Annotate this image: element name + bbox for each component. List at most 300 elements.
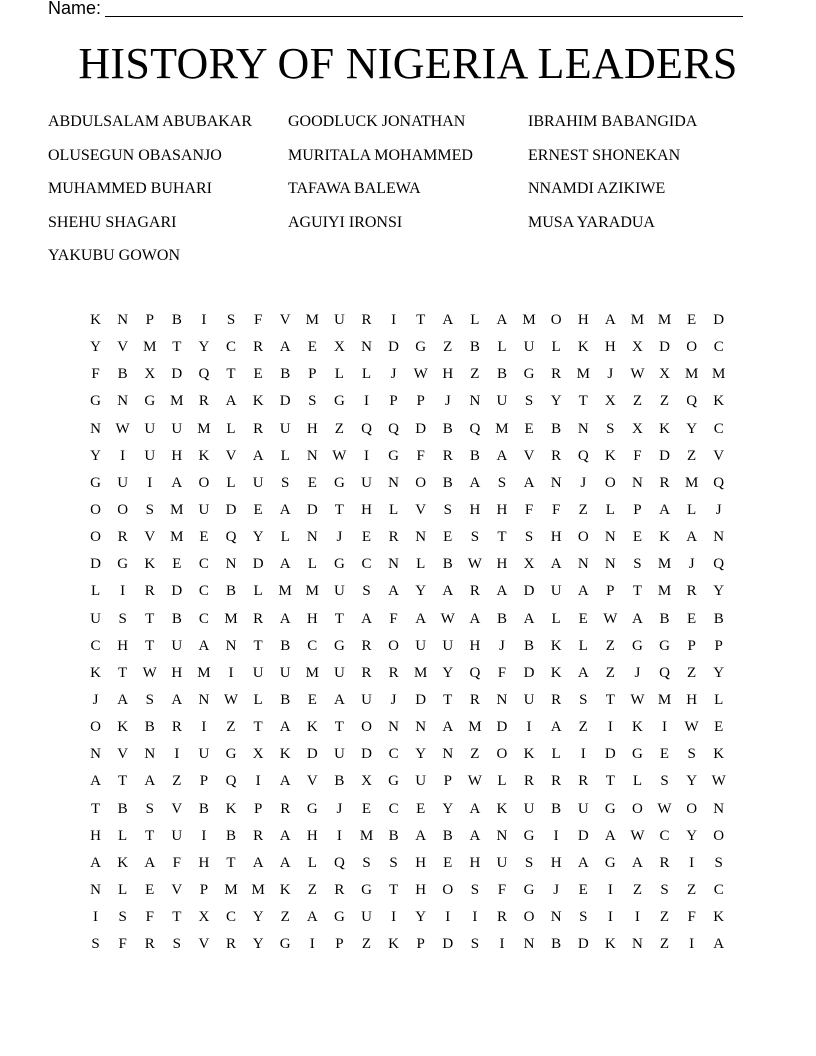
grid-letter[interactable]: N: [577, 420, 589, 437]
grid-letter[interactable]: D: [361, 746, 372, 763]
grid-letter[interactable]: K: [90, 664, 101, 681]
grid-letter[interactable]: T: [145, 610, 155, 627]
grid-letter[interactable]: L: [280, 447, 290, 464]
grid-letter[interactable]: Q: [388, 420, 399, 437]
grid-letter[interactable]: A: [469, 474, 481, 491]
grid-letter[interactable]: L: [226, 420, 236, 437]
grid-letter[interactable]: Q: [333, 854, 345, 871]
grid-letter[interactable]: R: [361, 312, 372, 328]
grid-letter[interactable]: G: [523, 881, 535, 898]
grid-letter[interactable]: C: [226, 909, 237, 926]
grid-letter[interactable]: O: [361, 719, 372, 736]
grid-letter[interactable]: Z: [659, 936, 670, 953]
grid-letter[interactable]: U: [333, 312, 345, 328]
grid-letter[interactable]: G: [604, 854, 616, 871]
grid-letter[interactable]: F: [118, 936, 127, 953]
grid-letter[interactable]: M: [224, 610, 238, 627]
grid-letter[interactable]: M: [305, 312, 319, 328]
grid-letter[interactable]: W: [142, 664, 157, 681]
grid-letter[interactable]: L: [307, 854, 317, 871]
grid-letter[interactable]: S: [524, 529, 534, 546]
grid-letter[interactable]: N: [198, 691, 210, 708]
grid-letter[interactable]: J: [607, 366, 614, 383]
grid-letter[interactable]: U: [279, 664, 291, 681]
grid-letter[interactable]: A: [90, 854, 101, 871]
grid-letter[interactable]: V: [225, 447, 237, 464]
grid-letter[interactable]: Q: [469, 420, 481, 437]
grid-letter[interactable]: G: [279, 936, 291, 953]
grid-letter[interactable]: G: [144, 393, 156, 410]
grid-letter[interactable]: M: [414, 664, 428, 681]
grid-letter[interactable]: I: [228, 664, 234, 681]
grid-letter[interactable]: L: [416, 556, 426, 573]
grid-letter[interactable]: U: [171, 420, 183, 437]
grid-letter[interactable]: N: [90, 746, 101, 763]
grid-letter[interactable]: S: [118, 909, 127, 926]
grid-letter[interactable]: A: [144, 773, 156, 790]
grid-letter[interactable]: K: [659, 420, 670, 437]
grid-letter[interactable]: O: [90, 501, 101, 518]
grid-letter[interactable]: E: [361, 800, 372, 817]
grid-letter[interactable]: G: [90, 393, 101, 410]
grid-letter[interactable]: R: [144, 583, 155, 600]
grid-letter[interactable]: M: [657, 556, 672, 573]
grid-letter[interactable]: R: [280, 800, 291, 817]
grid-letter[interactable]: M: [657, 691, 672, 708]
grid-letter[interactable]: U: [361, 691, 372, 708]
grid-letter[interactable]: X: [523, 556, 535, 573]
grid-letter[interactable]: G: [523, 827, 535, 844]
grid-letter[interactable]: Z: [659, 393, 670, 410]
grid-letter[interactable]: L: [497, 339, 507, 356]
grid-letter[interactable]: I: [689, 854, 695, 871]
grid-letter[interactable]: B: [496, 610, 507, 627]
grid-letter[interactable]: D: [388, 339, 399, 356]
grid-letter[interactable]: Y: [90, 339, 101, 356]
grid-letter[interactable]: X: [659, 366, 670, 383]
grid-letter[interactable]: C: [388, 800, 399, 817]
grid-letter[interactable]: A: [171, 474, 183, 491]
grid-letter[interactable]: D: [577, 827, 589, 844]
grid-letter[interactable]: E: [714, 719, 724, 736]
grid-letter[interactable]: T: [90, 800, 101, 817]
grid-letter[interactable]: K: [632, 719, 643, 736]
grid-letter[interactable]: D: [659, 447, 670, 464]
grid-letter[interactable]: F: [389, 610, 398, 627]
grid-letter[interactable]: P: [389, 393, 398, 410]
grid-letter[interactable]: O: [90, 719, 101, 736]
grid-letter[interactable]: D: [279, 393, 291, 410]
grid-letter[interactable]: E: [307, 474, 317, 491]
grid-letter[interactable]: E: [199, 529, 209, 546]
grid-letter[interactable]: B: [280, 691, 291, 708]
grid-letter[interactable]: Y: [713, 583, 725, 600]
grid-letter[interactable]: G: [632, 637, 643, 654]
grid-letter[interactable]: L: [714, 691, 724, 708]
grid-letter[interactable]: T: [172, 339, 182, 356]
grid-letter[interactable]: A: [279, 773, 291, 790]
grid-letter[interactable]: S: [660, 881, 669, 898]
grid-letter[interactable]: A: [577, 583, 589, 600]
grid-letter[interactable]: X: [632, 420, 643, 437]
grid-letter[interactable]: Z: [687, 881, 697, 898]
grid-letter[interactable]: F: [91, 366, 100, 383]
grid-letter[interactable]: W: [630, 366, 645, 383]
grid-letter[interactable]: M: [495, 420, 509, 437]
grid-letter[interactable]: S: [497, 474, 507, 491]
grid-letter[interactable]: U: [90, 610, 101, 627]
grid-letter[interactable]: N: [306, 529, 318, 546]
grid-letter[interactable]: W: [467, 773, 482, 790]
grid-letter[interactable]: A: [604, 312, 616, 328]
grid-letter[interactable]: J: [634, 664, 641, 681]
grid-letter[interactable]: M: [522, 312, 536, 328]
grid-letter[interactable]: H: [442, 366, 454, 383]
grid-letter[interactable]: Z: [280, 909, 290, 926]
grid-letter[interactable]: M: [576, 366, 590, 383]
grid-letter[interactable]: T: [145, 827, 155, 844]
grid-letter[interactable]: R: [226, 936, 237, 953]
grid-letter[interactable]: T: [145, 637, 155, 654]
grid-letter[interactable]: H: [496, 556, 508, 573]
grid-letter[interactable]: X: [252, 746, 264, 763]
grid-letter[interactable]: P: [199, 773, 209, 790]
grid-letter[interactable]: A: [279, 339, 291, 356]
grid-letter[interactable]: H: [415, 881, 427, 898]
grid-letter[interactable]: M: [224, 881, 238, 898]
grid-letter[interactable]: L: [632, 773, 642, 790]
grid-letter[interactable]: K: [225, 800, 237, 817]
grid-letter[interactable]: T: [226, 366, 236, 383]
grid-letter[interactable]: W: [332, 447, 347, 464]
grid-letter[interactable]: C: [659, 827, 670, 844]
grid-letter[interactable]: G: [117, 556, 129, 573]
grid-letter[interactable]: A: [442, 719, 454, 736]
grid-letter[interactable]: K: [523, 746, 535, 763]
grid-letter[interactable]: I: [120, 447, 126, 464]
grid-letter[interactable]: O: [388, 637, 399, 654]
grid-letter[interactable]: H: [469, 854, 481, 871]
grid-letter[interactable]: X: [198, 909, 210, 926]
grid-letter[interactable]: B: [659, 610, 670, 627]
grid-letter[interactable]: H: [306, 827, 318, 844]
grid-letter[interactable]: S: [660, 773, 669, 790]
grid-letter[interactable]: C: [198, 583, 209, 600]
grid-letter[interactable]: U: [577, 800, 589, 817]
grid-letter[interactable]: T: [497, 529, 507, 546]
grid-letter[interactable]: A: [279, 827, 291, 844]
grid-letter[interactable]: N: [632, 474, 643, 491]
grid-letter[interactable]: Y: [252, 936, 264, 953]
grid-letter[interactable]: A: [604, 827, 616, 844]
grid-letter[interactable]: Q: [713, 474, 725, 491]
grid-letter[interactable]: A: [577, 854, 589, 871]
grid-letter[interactable]: L: [687, 501, 697, 518]
grid-letter[interactable]: S: [579, 909, 588, 926]
grid-letter[interactable]: E: [578, 610, 588, 627]
grid-letter[interactable]: C: [226, 339, 237, 356]
grid-letter[interactable]: A: [496, 447, 508, 464]
grid-letter[interactable]: B: [226, 827, 237, 844]
grid-letter[interactable]: I: [391, 312, 397, 328]
grid-letter[interactable]: D: [523, 583, 535, 600]
grid-letter[interactable]: R: [253, 827, 264, 844]
grid-letter[interactable]: F: [524, 501, 534, 518]
grid-letter[interactable]: J: [580, 474, 587, 491]
grid-letter[interactable]: L: [497, 773, 507, 790]
grid-letter[interactable]: A: [632, 854, 643, 871]
grid-letter[interactable]: Q: [469, 664, 481, 681]
grid-letter[interactable]: S: [470, 881, 480, 898]
grid-letter[interactable]: N: [90, 420, 101, 437]
grid-letter[interactable]: E: [524, 420, 534, 437]
grid-letter[interactable]: N: [577, 556, 589, 573]
grid-letter[interactable]: Q: [225, 773, 237, 790]
grid-letter[interactable]: U: [333, 583, 345, 600]
grid-letter[interactable]: O: [577, 529, 589, 546]
grid-letter[interactable]: A: [117, 691, 129, 708]
grid-letter[interactable]: I: [607, 909, 613, 926]
grid-letter[interactable]: N: [388, 474, 399, 491]
grid-letter[interactable]: T: [172, 909, 182, 926]
grid-letter[interactable]: R: [551, 447, 562, 464]
grid-letter[interactable]: T: [416, 312, 426, 328]
grid-letter[interactable]: M: [197, 664, 211, 681]
grid-letter[interactable]: S: [145, 800, 154, 817]
grid-letter[interactable]: B: [144, 719, 155, 736]
grid-letter[interactable]: V: [171, 881, 183, 898]
grid-letter[interactable]: A: [279, 556, 291, 573]
grid-letter[interactable]: Z: [687, 447, 697, 464]
grid-letter[interactable]: R: [253, 420, 264, 437]
grid-letter[interactable]: L: [280, 529, 290, 546]
grid-letter[interactable]: U: [171, 637, 183, 654]
grid-letter[interactable]: L: [470, 312, 480, 328]
grid-letter[interactable]: L: [578, 637, 588, 654]
grid-letter[interactable]: J: [336, 800, 343, 817]
grid-letter[interactable]: I: [201, 827, 207, 844]
grid-letter[interactable]: P: [714, 637, 723, 654]
grid-letter[interactable]: N: [523, 936, 535, 953]
grid-letter[interactable]: I: [526, 719, 532, 736]
grid-letter[interactable]: Z: [632, 393, 642, 410]
grid-letter[interactable]: R: [469, 583, 480, 600]
grid-letter[interactable]: H: [306, 420, 318, 437]
name-underline[interactable]: [105, 0, 743, 17]
grid-letter[interactable]: L: [334, 366, 344, 383]
grid-letter[interactable]: E: [443, 854, 453, 871]
grid-letter[interactable]: X: [361, 773, 372, 790]
grid-letter[interactable]: G: [632, 746, 643, 763]
grid-letter[interactable]: K: [117, 719, 129, 736]
grid-letter[interactable]: Z: [659, 909, 670, 926]
grid-letter[interactable]: I: [607, 719, 613, 736]
grid-letter[interactable]: I: [553, 827, 559, 844]
grid-letter[interactable]: T: [334, 719, 344, 736]
grid-letter[interactable]: Y: [442, 800, 454, 817]
grid-letter[interactable]: S: [443, 501, 452, 518]
grid-letter[interactable]: V: [523, 447, 535, 464]
grid-letter[interactable]: S: [579, 691, 588, 708]
grid-letter[interactable]: N: [388, 556, 399, 573]
grid-letter[interactable]: Z: [470, 366, 480, 383]
grid-letter[interactable]: L: [605, 501, 615, 518]
grid-letter[interactable]: S: [714, 854, 723, 871]
grid-letter[interactable]: J: [553, 881, 560, 898]
grid-letter[interactable]: H: [90, 827, 101, 844]
grid-letter[interactable]: H: [415, 854, 427, 871]
grid-letter[interactable]: M: [170, 393, 184, 410]
grid-letter[interactable]: S: [524, 854, 534, 871]
grid-letter[interactable]: E: [253, 366, 263, 383]
grid-letter[interactable]: Q: [686, 393, 698, 410]
grid-letter[interactable]: K: [713, 393, 725, 410]
grid-letter[interactable]: N: [713, 800, 725, 817]
grid-letter[interactable]: R: [442, 447, 453, 464]
grid-letter[interactable]: F: [497, 664, 507, 681]
grid-letter[interactable]: Q: [361, 420, 372, 437]
grid-letter[interactable]: R: [253, 610, 264, 627]
grid-letter[interactable]: T: [632, 583, 642, 600]
grid-letter[interactable]: Y: [686, 420, 698, 437]
grid-letter[interactable]: G: [333, 556, 345, 573]
grid-letter[interactable]: A: [361, 610, 372, 627]
grid-letter[interactable]: X: [333, 339, 345, 356]
grid-letter[interactable]: G: [333, 393, 345, 410]
grid-letter[interactable]: M: [278, 583, 292, 600]
grid-letter[interactable]: P: [416, 936, 425, 953]
grid-letter[interactable]: O: [713, 827, 725, 844]
grid-letter[interactable]: A: [252, 854, 264, 871]
grid-letter[interactable]: L: [307, 556, 317, 573]
grid-letter[interactable]: O: [550, 312, 562, 328]
grid-letter[interactable]: D: [90, 556, 101, 573]
grid-letter[interactable]: K: [252, 393, 264, 410]
grid-letter[interactable]: W: [440, 610, 455, 627]
grid-letter[interactable]: M: [684, 474, 699, 491]
grid-letter[interactable]: U: [144, 420, 156, 437]
grid-letter[interactable]: F: [551, 501, 561, 518]
grid-letter[interactable]: P: [145, 312, 154, 328]
grid-letter[interactable]: O: [90, 529, 101, 546]
grid-letter[interactable]: T: [578, 393, 588, 410]
grid-letter[interactable]: Y: [252, 529, 264, 546]
grid-letter[interactable]: G: [225, 746, 237, 763]
grid-letter[interactable]: Z: [443, 339, 453, 356]
grid-letter[interactable]: E: [307, 339, 317, 356]
grid-letter[interactable]: G: [333, 474, 345, 491]
grid-letter[interactable]: X: [604, 393, 616, 410]
grid-letter[interactable]: Z: [687, 664, 697, 681]
grid-letter[interactable]: H: [171, 664, 183, 681]
grid-letter[interactable]: F: [687, 909, 696, 926]
grid-letter[interactable]: Y: [713, 664, 725, 681]
grid-letter[interactable]: G: [361, 881, 372, 898]
grid-letter[interactable]: E: [687, 312, 697, 328]
grid-letter[interactable]: T: [443, 691, 453, 708]
grid-letter[interactable]: Y: [198, 339, 210, 356]
grid-letter[interactable]: D: [604, 746, 616, 763]
grid-letter[interactable]: S: [145, 501, 154, 518]
grid-letter[interactable]: M: [143, 339, 157, 356]
grid-letter[interactable]: K: [577, 339, 589, 356]
grid-letter[interactable]: A: [252, 447, 264, 464]
grid-letter[interactable]: H: [469, 501, 481, 518]
grid-letter[interactable]: N: [442, 746, 454, 763]
grid-letter[interactable]: V: [415, 501, 427, 518]
grid-letter[interactable]: D: [523, 664, 535, 681]
grid-letter[interactable]: R: [659, 474, 670, 491]
grid-letter[interactable]: G: [415, 339, 427, 356]
grid-letter[interactable]: H: [198, 854, 210, 871]
grid-letter[interactable]: V: [306, 773, 318, 790]
grid-letter[interactable]: L: [551, 746, 561, 763]
grid-letter[interactable]: R: [551, 773, 562, 790]
grid-letter[interactable]: D: [442, 936, 454, 953]
grid-letter[interactable]: D: [306, 746, 318, 763]
grid-letter[interactable]: A: [659, 501, 670, 518]
grid-letter[interactable]: N: [469, 393, 481, 410]
grid-letter[interactable]: P: [199, 881, 209, 898]
grid-letter[interactable]: Y: [442, 664, 454, 681]
grid-letter[interactable]: J: [688, 556, 695, 573]
grid-letter[interactable]: R: [578, 773, 589, 790]
grid-letter[interactable]: K: [306, 719, 318, 736]
grid-letter[interactable]: A: [388, 583, 399, 600]
grid-letter[interactable]: P: [308, 366, 317, 383]
grid-letter[interactable]: O: [632, 800, 643, 817]
grid-letter[interactable]: R: [144, 936, 155, 953]
grid-letter[interactable]: L: [118, 881, 128, 898]
grid-letter[interactable]: H: [306, 610, 318, 627]
grid-letter[interactable]: S: [362, 854, 371, 871]
grid-letter[interactable]: W: [413, 366, 428, 383]
grid-letter[interactable]: B: [334, 773, 345, 790]
grid-letter[interactable]: C: [198, 556, 209, 573]
grid-letter[interactable]: B: [713, 610, 724, 627]
grid-letter[interactable]: D: [577, 936, 589, 953]
grid-letter[interactable]: V: [117, 746, 129, 763]
grid-letter[interactable]: W: [115, 420, 130, 437]
grid-letter[interactable]: D: [252, 556, 264, 573]
grid-letter[interactable]: I: [363, 447, 369, 464]
grid-letter[interactable]: S: [145, 691, 154, 708]
grid-letter[interactable]: K: [388, 936, 399, 953]
grid-letter[interactable]: D: [415, 420, 427, 437]
grid-letter[interactable]: K: [550, 664, 562, 681]
grid-letter[interactable]: N: [117, 393, 129, 410]
grid-letter[interactable]: H: [469, 637, 481, 654]
grid-letter[interactable]: A: [550, 719, 562, 736]
grid-letter[interactable]: O: [117, 501, 129, 518]
grid-letter[interactable]: J: [390, 366, 397, 383]
grid-letter[interactable]: D: [659, 339, 670, 356]
grid-letter[interactable]: R: [686, 583, 697, 600]
grid-letter[interactable]: U: [171, 827, 183, 844]
grid-letter[interactable]: F: [172, 854, 181, 871]
grid-letter[interactable]: N: [496, 827, 508, 844]
grid-letter[interactable]: Z: [361, 936, 372, 953]
grid-letter[interactable]: W: [223, 691, 239, 708]
grid-letter[interactable]: T: [253, 637, 263, 654]
grid-letter[interactable]: S: [470, 936, 480, 953]
grid-letter[interactable]: H: [550, 854, 562, 871]
grid-letter[interactable]: B: [171, 610, 182, 627]
grid-letter[interactable]: M: [305, 664, 319, 681]
grid-letter[interactable]: M: [684, 366, 699, 383]
grid-letter[interactable]: B: [117, 800, 128, 817]
grid-letter[interactable]: R: [361, 664, 372, 681]
